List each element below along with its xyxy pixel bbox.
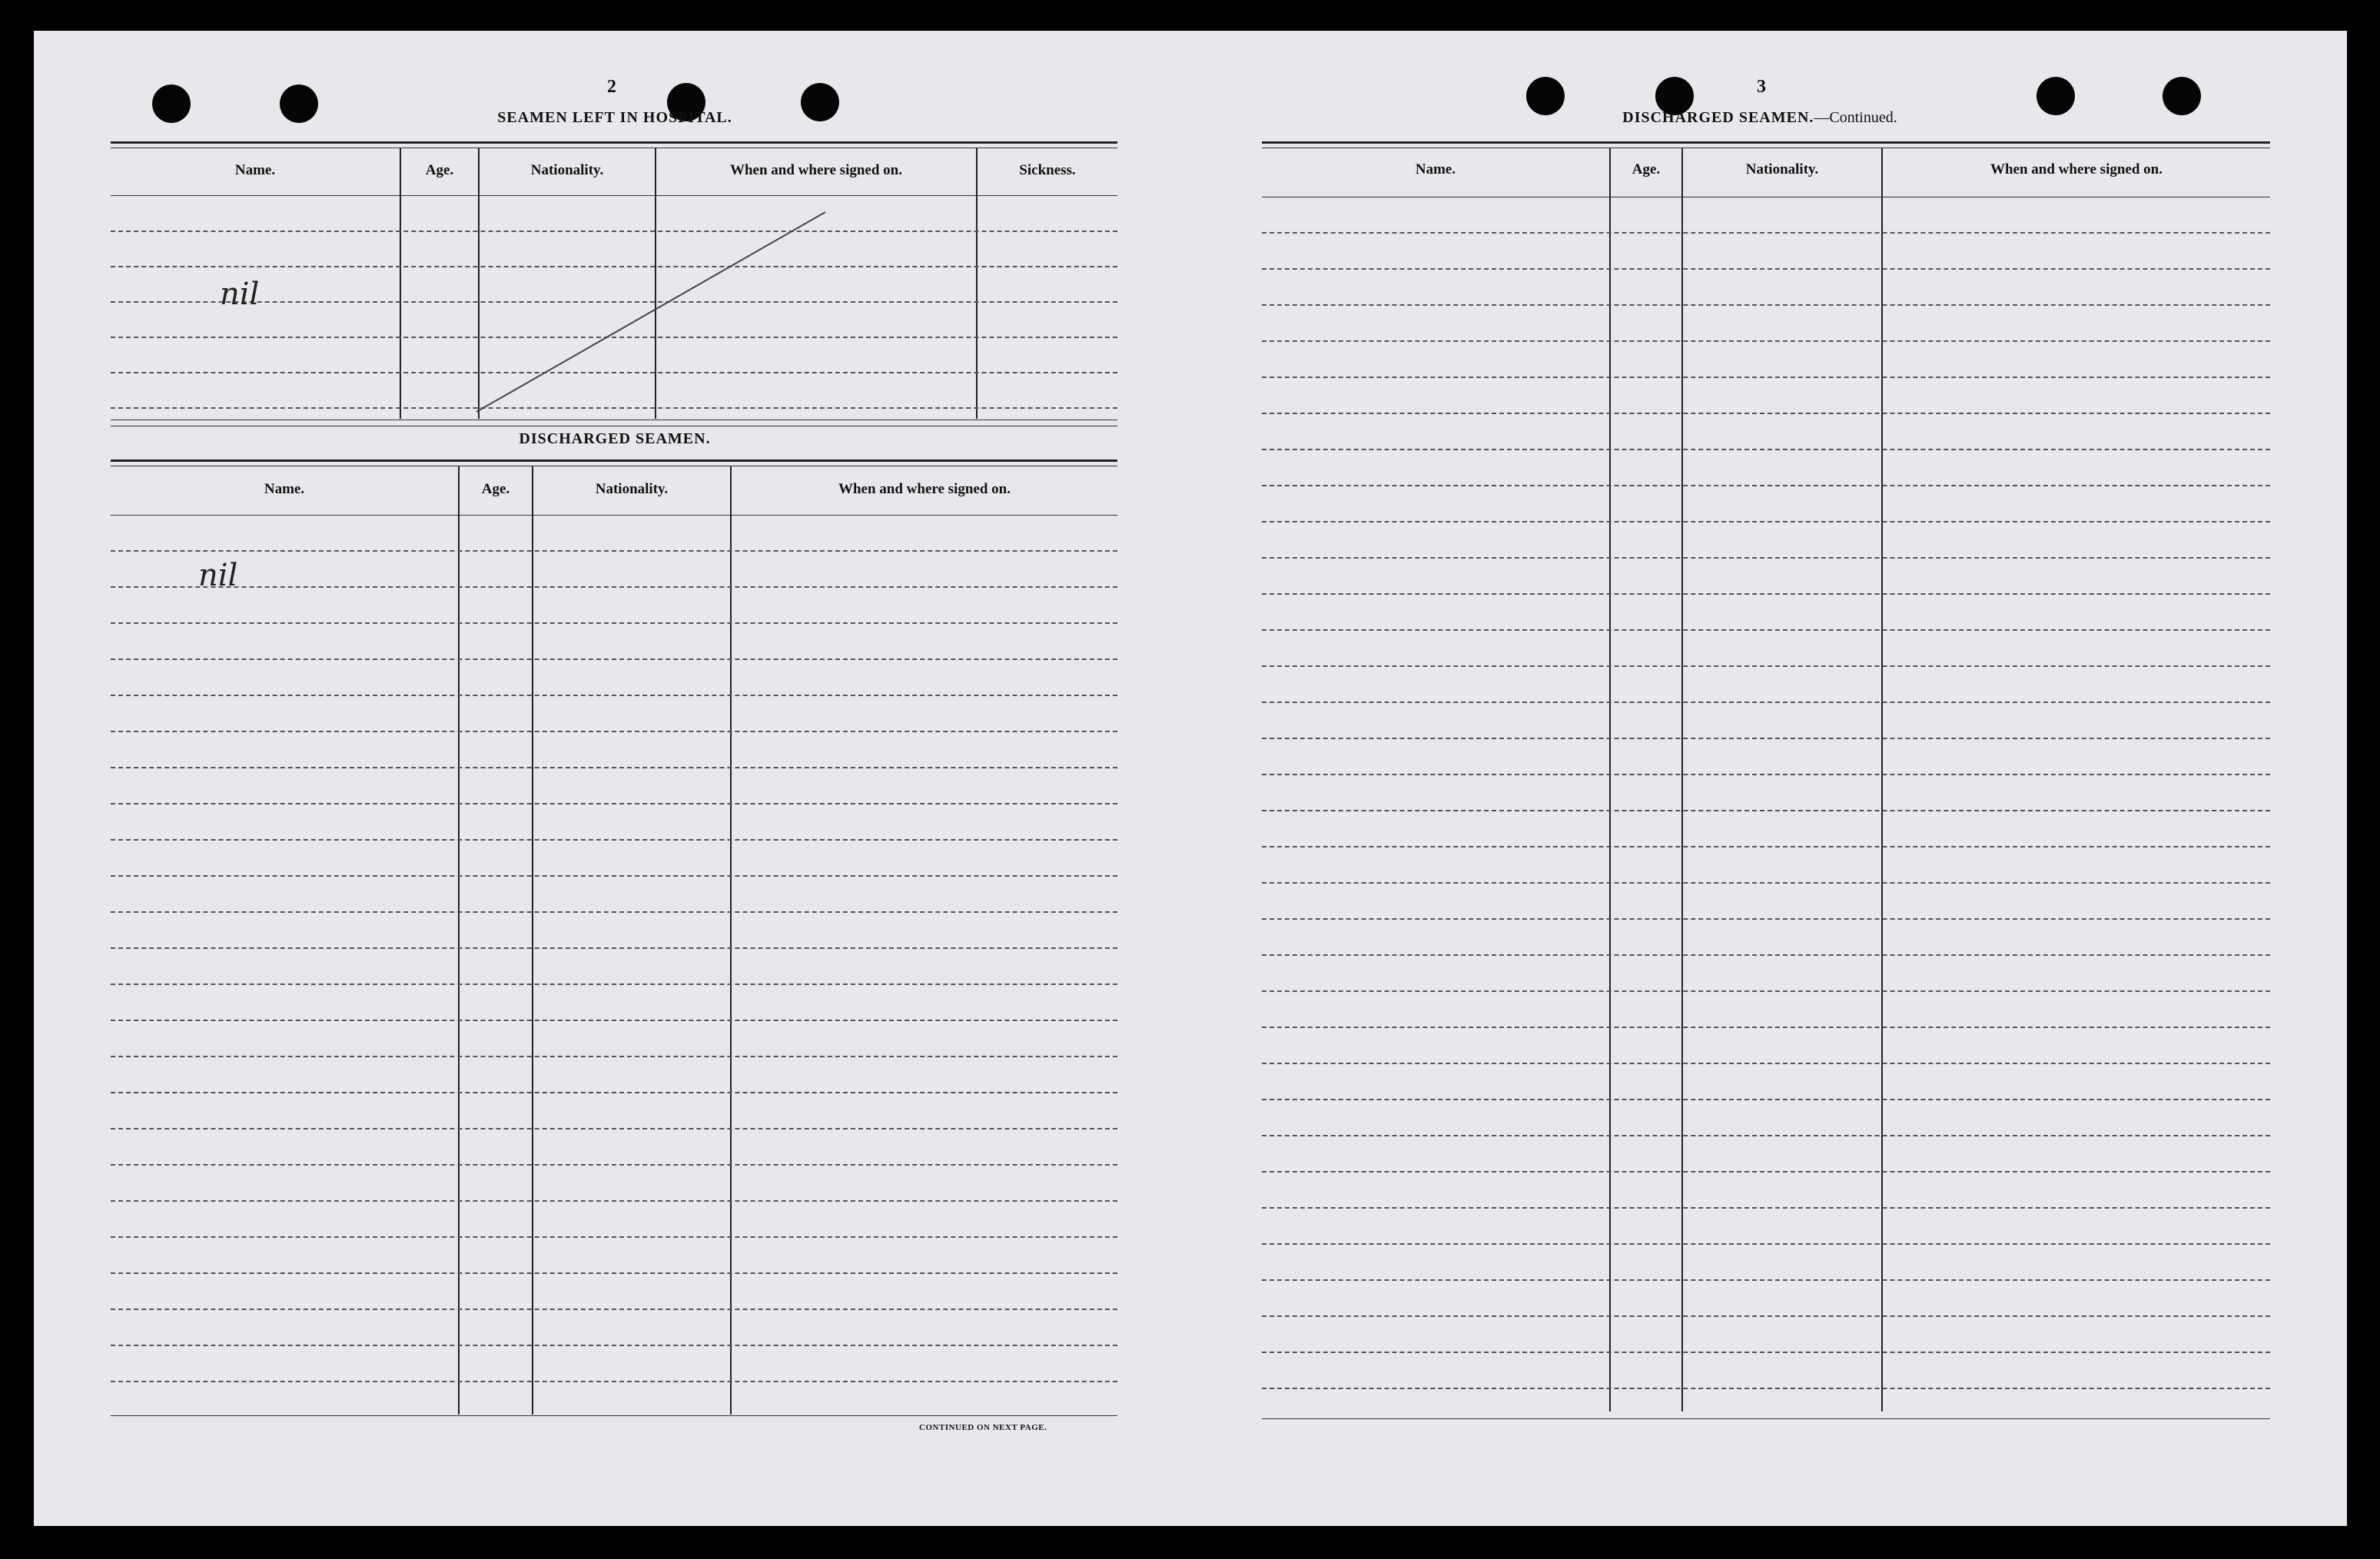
hospital-section-title: SEAMEN LEFT IN HOSPITAL. [497,109,732,126]
hospital-header-sickness: Sickness. [1019,162,1076,178]
ruled-line [1262,665,2270,667]
ruled-line [1262,738,2270,739]
ruled-line [1262,593,2270,595]
ruled-line [111,839,1117,841]
hospital-header-nationality: Nationality. [530,162,604,178]
ruled-line [111,1236,1117,1238]
ruled-line [1262,1171,2270,1173]
discharged-continued-suffix: —Continued. [1814,109,1897,126]
ruled-line [1262,810,2270,811]
right-header-nationality: Nationality. [1745,161,1819,177]
discharged-header-age: Age. [481,481,510,497]
ruled-line [1262,304,2270,306]
page-number-left: 2 [607,77,616,97]
ruled-line [111,1128,1117,1129]
ruled-line [1262,1099,2270,1100]
ruled-line [1262,954,2270,956]
ruled-line [1262,1135,2270,1136]
ruled-line [1262,232,2270,234]
ruled-line [1262,1279,2270,1281]
right-header-signed-on: When and where signed on. [1990,161,2163,177]
ruled-line [1262,1207,2270,1209]
discharged-header-name: Name. [264,481,305,497]
ruled-line [1262,882,2270,884]
ruled-line [1262,1027,2270,1028]
hospital-header-signed-on: When and where signed on. [729,162,902,178]
discharged-header-nationality: Nationality. [595,481,669,497]
ruled-line [111,695,1117,696]
discharged-continued-title-main: DISCHARGED SEAMEN. [1622,109,1814,126]
ruled-line [1262,1063,2270,1064]
ruled-line [111,550,1117,552]
ruled-line [111,622,1117,624]
discharged-continued-title [1529,109,1990,127]
ruled-line [1262,918,2270,920]
ruled-line [1262,1315,2270,1317]
ruled-line [111,983,1117,985]
ruled-line [111,1056,1117,1057]
ruled-line [111,1272,1117,1274]
ruled-line [1262,1388,2270,1389]
ruled-line [111,1200,1117,1202]
ruled-line [1262,1243,2270,1245]
ruled-line [111,731,1117,732]
ruled-line [111,875,1117,877]
ruled-line [111,1092,1117,1093]
continued-footer: CONTINUED ON NEXT PAGE. [919,1423,1047,1432]
ruled-line [1262,449,2270,450]
hospital-handwritten-entry: nil [220,277,260,312]
ruled-line [1262,376,2270,378]
ruled-line [1262,629,2270,631]
discharged-section-title: DISCHARGED SEAMEN. [519,430,711,447]
hospital-header-name: Name. [234,162,276,178]
discharged-handwritten-entry: nil [198,558,238,593]
ruled-line [111,767,1117,768]
ruled-line [111,1309,1117,1310]
ruled-line [1262,521,2270,522]
ruled-line [1262,702,2270,703]
ruled-line [111,1345,1117,1346]
hospital-header-age: Age. [425,162,454,178]
ruled-line [111,1164,1117,1166]
right-header-age: Age. [1631,161,1661,177]
ruled-line [1262,1352,2270,1353]
ruled-line [111,911,1117,913]
ruled-line [111,947,1117,949]
ruled-line [1262,340,2270,342]
right-header-name: Name. [1415,161,1456,177]
ruled-line [111,803,1117,804]
ruled-line [1262,485,2270,486]
ruled-line [1262,774,2270,775]
ruled-line [1262,557,2270,559]
ruled-line [1262,990,2270,992]
ruled-line [111,1381,1117,1382]
page-number-right: 3 [1757,77,1766,97]
discharged-header-signed-on: When and where signed on. [838,481,1011,497]
ruled-line [111,658,1117,660]
ruled-line [1262,846,2270,847]
ruled-line [1262,413,2270,414]
ruled-line [111,1020,1117,1021]
ruled-line [111,586,1117,588]
ruled-line [1262,268,2270,270]
